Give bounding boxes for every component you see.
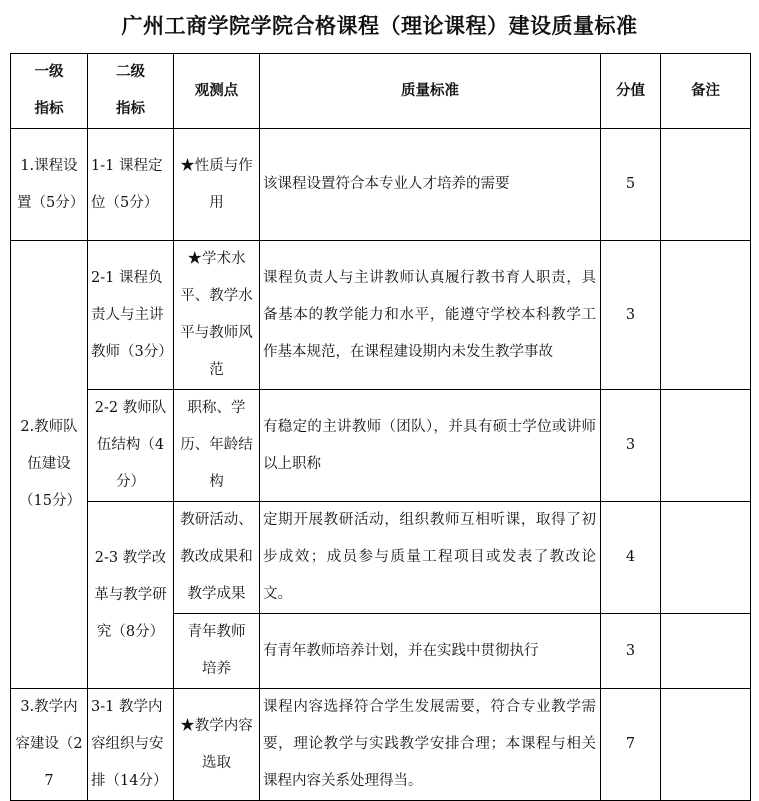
remark-cell — [661, 502, 751, 614]
level1-cell: 1.课程设置（5分） — [11, 129, 88, 241]
level2-cell: 3-1 教学内容组织与安排（14分） — [88, 689, 174, 801]
remark-cell — [661, 689, 751, 801]
level1-cell: 3.教学内容建设（27 — [11, 689, 88, 801]
standards-table — [10, 53, 751, 801]
remark-cell — [661, 129, 751, 241]
standard-cell: 该课程设置符合本专业人才培养的需要 — [260, 129, 601, 241]
score-cell: 7 — [601, 689, 661, 801]
level1-cell: 2.教师队伍建设（15分） — [11, 241, 88, 689]
score-cell: 4 — [601, 502, 661, 614]
table-row — [11, 390, 751, 502]
header-observation: 观测点 — [174, 54, 260, 129]
level2-cell: 2-3 教学改革与教学研究（8分） — [88, 502, 174, 689]
table-row — [11, 689, 751, 801]
observation-cell: ★教学内容选取 — [174, 689, 260, 801]
score-cell: 3 — [601, 241, 661, 390]
observation-cell: ★学术水平、教学水平与教师风范 — [174, 241, 260, 390]
score-cell: 3 — [601, 390, 661, 502]
header-score: 分值 — [601, 54, 661, 129]
level2-cell: 2-1 课程负责人与主讲教师（3分） — [88, 241, 174, 390]
header-remark: 备注 — [661, 54, 751, 129]
score-cell: 3 — [601, 614, 661, 689]
observation-cell: 职称、学历、年龄结构 — [174, 390, 260, 502]
score-cell: 5 — [601, 129, 661, 241]
header-level1: 一级 指标 — [11, 54, 88, 129]
page-title: 广州工商学院学院合格课程（理论课程）建设质量标准 — [121, 14, 638, 38]
header-standard: 质量标准 — [260, 54, 601, 129]
standard-cell: 课程负责人与主讲教师认真履行教书育人职责，具备基本的教学能力和水平，能遵守学校本科教学工作基本规范，在课程建设期内未发生教学事故 — [260, 241, 601, 390]
standard-cell: 定期开展教研活动，组织教师互相听课，取得了初步成效；成员参与质量工程项目或发表了教改论文。 — [260, 502, 601, 614]
table-row — [11, 502, 751, 614]
remark-cell — [661, 614, 751, 689]
table-row — [11, 129, 751, 241]
remark-cell — [661, 390, 751, 502]
table-row — [11, 241, 751, 390]
header-row — [11, 54, 751, 129]
remark-cell — [661, 241, 751, 390]
observation-cell: ★性质与作用 — [174, 129, 260, 241]
observation-cell: 青年教师培养 — [174, 614, 260, 689]
standard-cell: 有青年教师培养计划，并在实践中贯彻执行 — [260, 614, 601, 689]
level2-cell: 2-2 教师队伍结构（4分） — [88, 390, 174, 502]
standard-cell: 课程内容选择符合学生发展需要，符合专业教学需要，理论教学与实践教学安排合理；本课程与相关课程内容关系处理得当。 — [260, 689, 601, 801]
observation-cell: 教研活动、教改成果和教学成果 — [174, 502, 260, 614]
level2-cell: 1-1 课程定位（5分） — [88, 129, 174, 241]
header-level2: 二级 指标 — [88, 54, 174, 129]
standard-cell: 有稳定的主讲教师（团队），并具有硕士学位或讲师以上职称 — [260, 390, 601, 502]
